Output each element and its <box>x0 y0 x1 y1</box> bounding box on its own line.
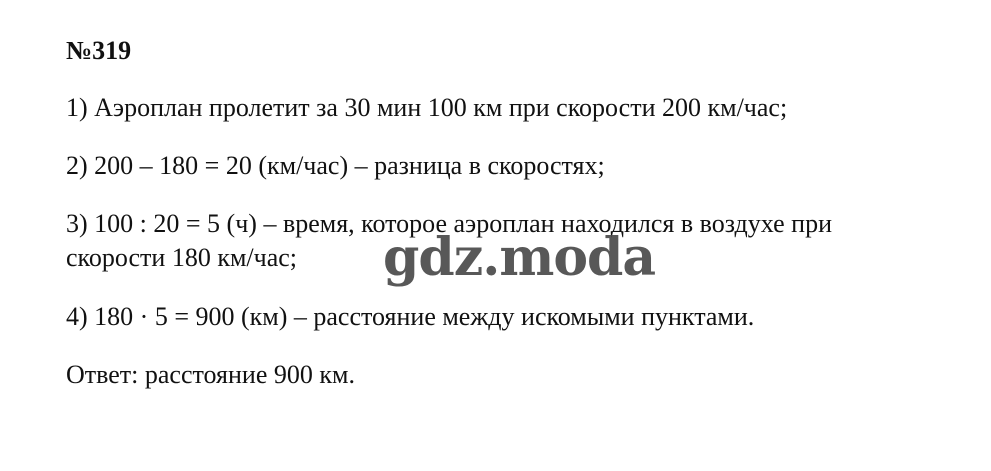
solution-step-3-continued: скорости 180 км/час; <box>66 243 298 272</box>
solution-step-3: 3) 100 : 20 = 5 (ч) – время, которое аэроплан находился в воздухе при <box>66 209 833 238</box>
solution-step-2: 2) 200 – 180 = 20 (км/час) – разница в скоростях; <box>66 151 605 180</box>
answer-line: Ответ: расстояние 900 км. <box>66 360 355 389</box>
problem-number: №319 <box>66 36 132 65</box>
solution-step-1: 1) Аэроплан пролетит за 30 мин 100 км при скорости 200 км/час; <box>66 93 788 122</box>
watermark-logo: gdz.moda <box>383 227 656 288</box>
solution-step-4: 4) 180 · 5 = 900 (км) – расстояние между искомыми пунктами. <box>66 302 755 331</box>
